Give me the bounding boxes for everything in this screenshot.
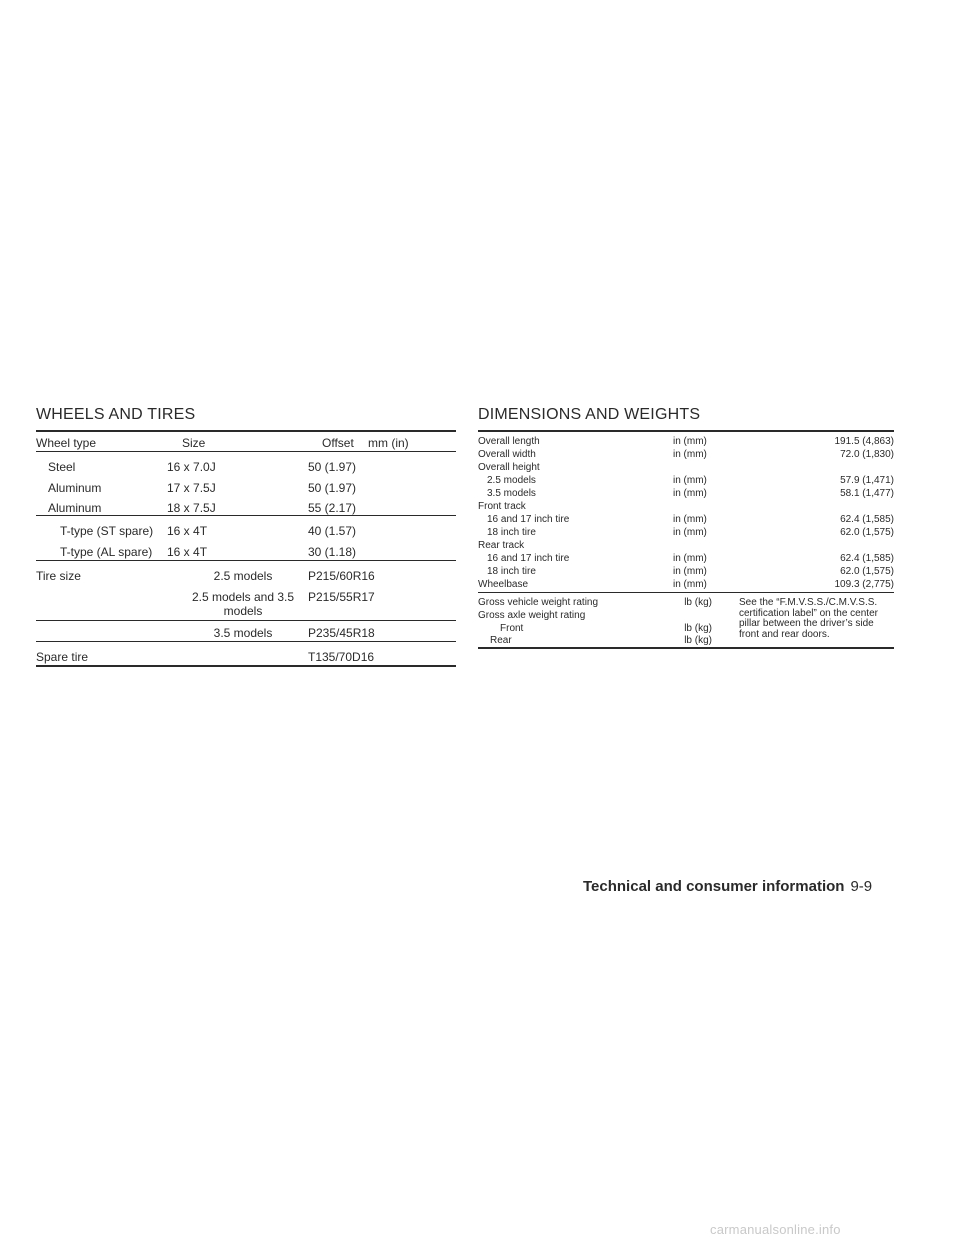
tire-size-value: P235/45R18: [308, 626, 375, 640]
wheel-row-type: T-type (ST spare): [60, 524, 154, 538]
dim-label: Wheelbase: [478, 579, 529, 590]
dim-value: 109.3 (2,775): [834, 579, 894, 590]
wheel-row-size: 16 x 7.0J: [167, 460, 216, 474]
wheel-row-size: 17 x 7.5J: [167, 481, 216, 495]
section-title: Technical and consumer information: [583, 878, 845, 895]
gawr-front-unit: lb (kg): [684, 623, 712, 634]
dim-value: 62.0 (1,575): [840, 527, 894, 538]
dim-unit: in (mm): [673, 449, 707, 460]
size-header: Size: [182, 436, 206, 450]
gvwr-label: Gross vehicle weight rating: [478, 597, 599, 608]
gawr-rear-label: Rear: [490, 635, 512, 646]
wheel-row-size: 16 x 4T: [167, 524, 208, 538]
dim-label: 16 and 17 inch tire: [487, 553, 570, 564]
dim-value: 191.5 (4,863): [834, 436, 894, 447]
tire-size-label: Tire size: [36, 569, 81, 583]
dim-unit: in (mm): [673, 527, 707, 538]
dim-unit: in (mm): [673, 436, 707, 447]
offset-header: Offset: [322, 436, 354, 450]
page-number: 9-9: [850, 878, 873, 895]
tire-size-model: 2.5 models: [213, 569, 273, 583]
tire-size-rule: [36, 620, 456, 621]
dim-group-label: Overall height: [478, 462, 540, 473]
dim-unit: in (mm): [673, 514, 707, 525]
wheel-row-type: T-type (AL spare): [60, 545, 153, 559]
offset-unit-header: mm (in): [368, 436, 409, 450]
tire-size-model-cont: models: [223, 604, 263, 618]
dim-unit: in (mm): [673, 488, 707, 499]
wheel-row-type: Aluminum: [48, 501, 102, 515]
spare-tire-value: T135/70D16: [308, 650, 375, 664]
wheels-bottom-rule: [36, 665, 456, 667]
dim-label: 16 and 17 inch tire: [487, 514, 570, 525]
dim-value: 62.4 (1,585): [840, 514, 894, 525]
dims-title-rule: [478, 430, 894, 432]
gvwr-unit: lb (kg): [684, 597, 712, 608]
dim-value: 58.1 (1,477): [840, 488, 894, 499]
dim-group-label: Front track: [478, 501, 526, 512]
tire-size-value: P215/60R16: [308, 569, 375, 583]
dims-rule: [478, 592, 894, 593]
wheels-row-rule: [36, 560, 456, 561]
tire-size-rule: [36, 641, 456, 642]
dim-value: 57.9 (1,471): [840, 475, 894, 486]
dim-label: 2.5 models: [487, 475, 536, 486]
wheel-row-offset: 30 (1.18): [308, 545, 357, 559]
gawr-rear-unit: lb (kg): [684, 635, 712, 646]
wheels-row-rule: [36, 515, 456, 516]
gawr-label: Gross axle weight rating: [478, 610, 586, 621]
wheel-row-size: 18 x 7.5J: [167, 501, 216, 515]
wheel-row-offset: 50 (1.97): [308, 460, 357, 474]
tire-size-value: P215/55R17: [308, 590, 375, 604]
dim-value: 62.0 (1,575): [840, 566, 894, 577]
dim-group-label: Rear track: [478, 540, 525, 551]
dim-unit: in (mm): [673, 579, 707, 590]
wheel-row-type: Aluminum: [48, 481, 102, 495]
wheel-row-type: Steel: [48, 460, 76, 474]
tire-size-model: 2.5 models and 3.5: [191, 590, 295, 604]
wheel-row-offset: 40 (1.57): [308, 524, 357, 538]
wheels-title: WHEELS AND TIRES: [36, 406, 196, 423]
dim-label: 18 inch tire: [487, 566, 536, 577]
weight-rating-note: See the “F.M.V.S.S./C.M.V.S.S. certification label” on the center pillar between the driver’s side front and rear doors.: [739, 597, 878, 640]
page-footer: [583, 878, 872, 895]
spare-tire-label: Spare tire: [36, 650, 89, 664]
watermark: carmanualsonline.info: [710, 1222, 841, 1237]
tire-size-model: 3.5 models: [213, 626, 273, 640]
dims-bottom-rule: [478, 647, 894, 649]
wheel-row-offset: 55 (2.17): [308, 501, 357, 515]
gawr-front-label: Front: [500, 623, 524, 634]
wheel-row-offset: 50 (1.97): [308, 481, 357, 495]
wheel-row-size: 16 x 4T: [167, 545, 208, 559]
wheels-title-rule: [36, 430, 456, 432]
dims-title: DIMENSIONS AND WEIGHTS: [478, 406, 701, 423]
dim-label: Overall width: [478, 449, 536, 460]
dim-unit: in (mm): [673, 475, 707, 486]
dim-label: Overall length: [478, 436, 540, 447]
dim-label: 18 inch tire: [487, 527, 536, 538]
dim-value: 62.4 (1,585): [840, 553, 894, 564]
wheel-type-header: Wheel type: [36, 436, 97, 450]
dim-unit: in (mm): [673, 553, 707, 564]
dim-value: 72.0 (1,830): [840, 449, 894, 460]
dim-label: 3.5 models: [487, 488, 536, 499]
dim-unit: in (mm): [673, 566, 707, 577]
wheels-header-rule: [36, 451, 456, 452]
